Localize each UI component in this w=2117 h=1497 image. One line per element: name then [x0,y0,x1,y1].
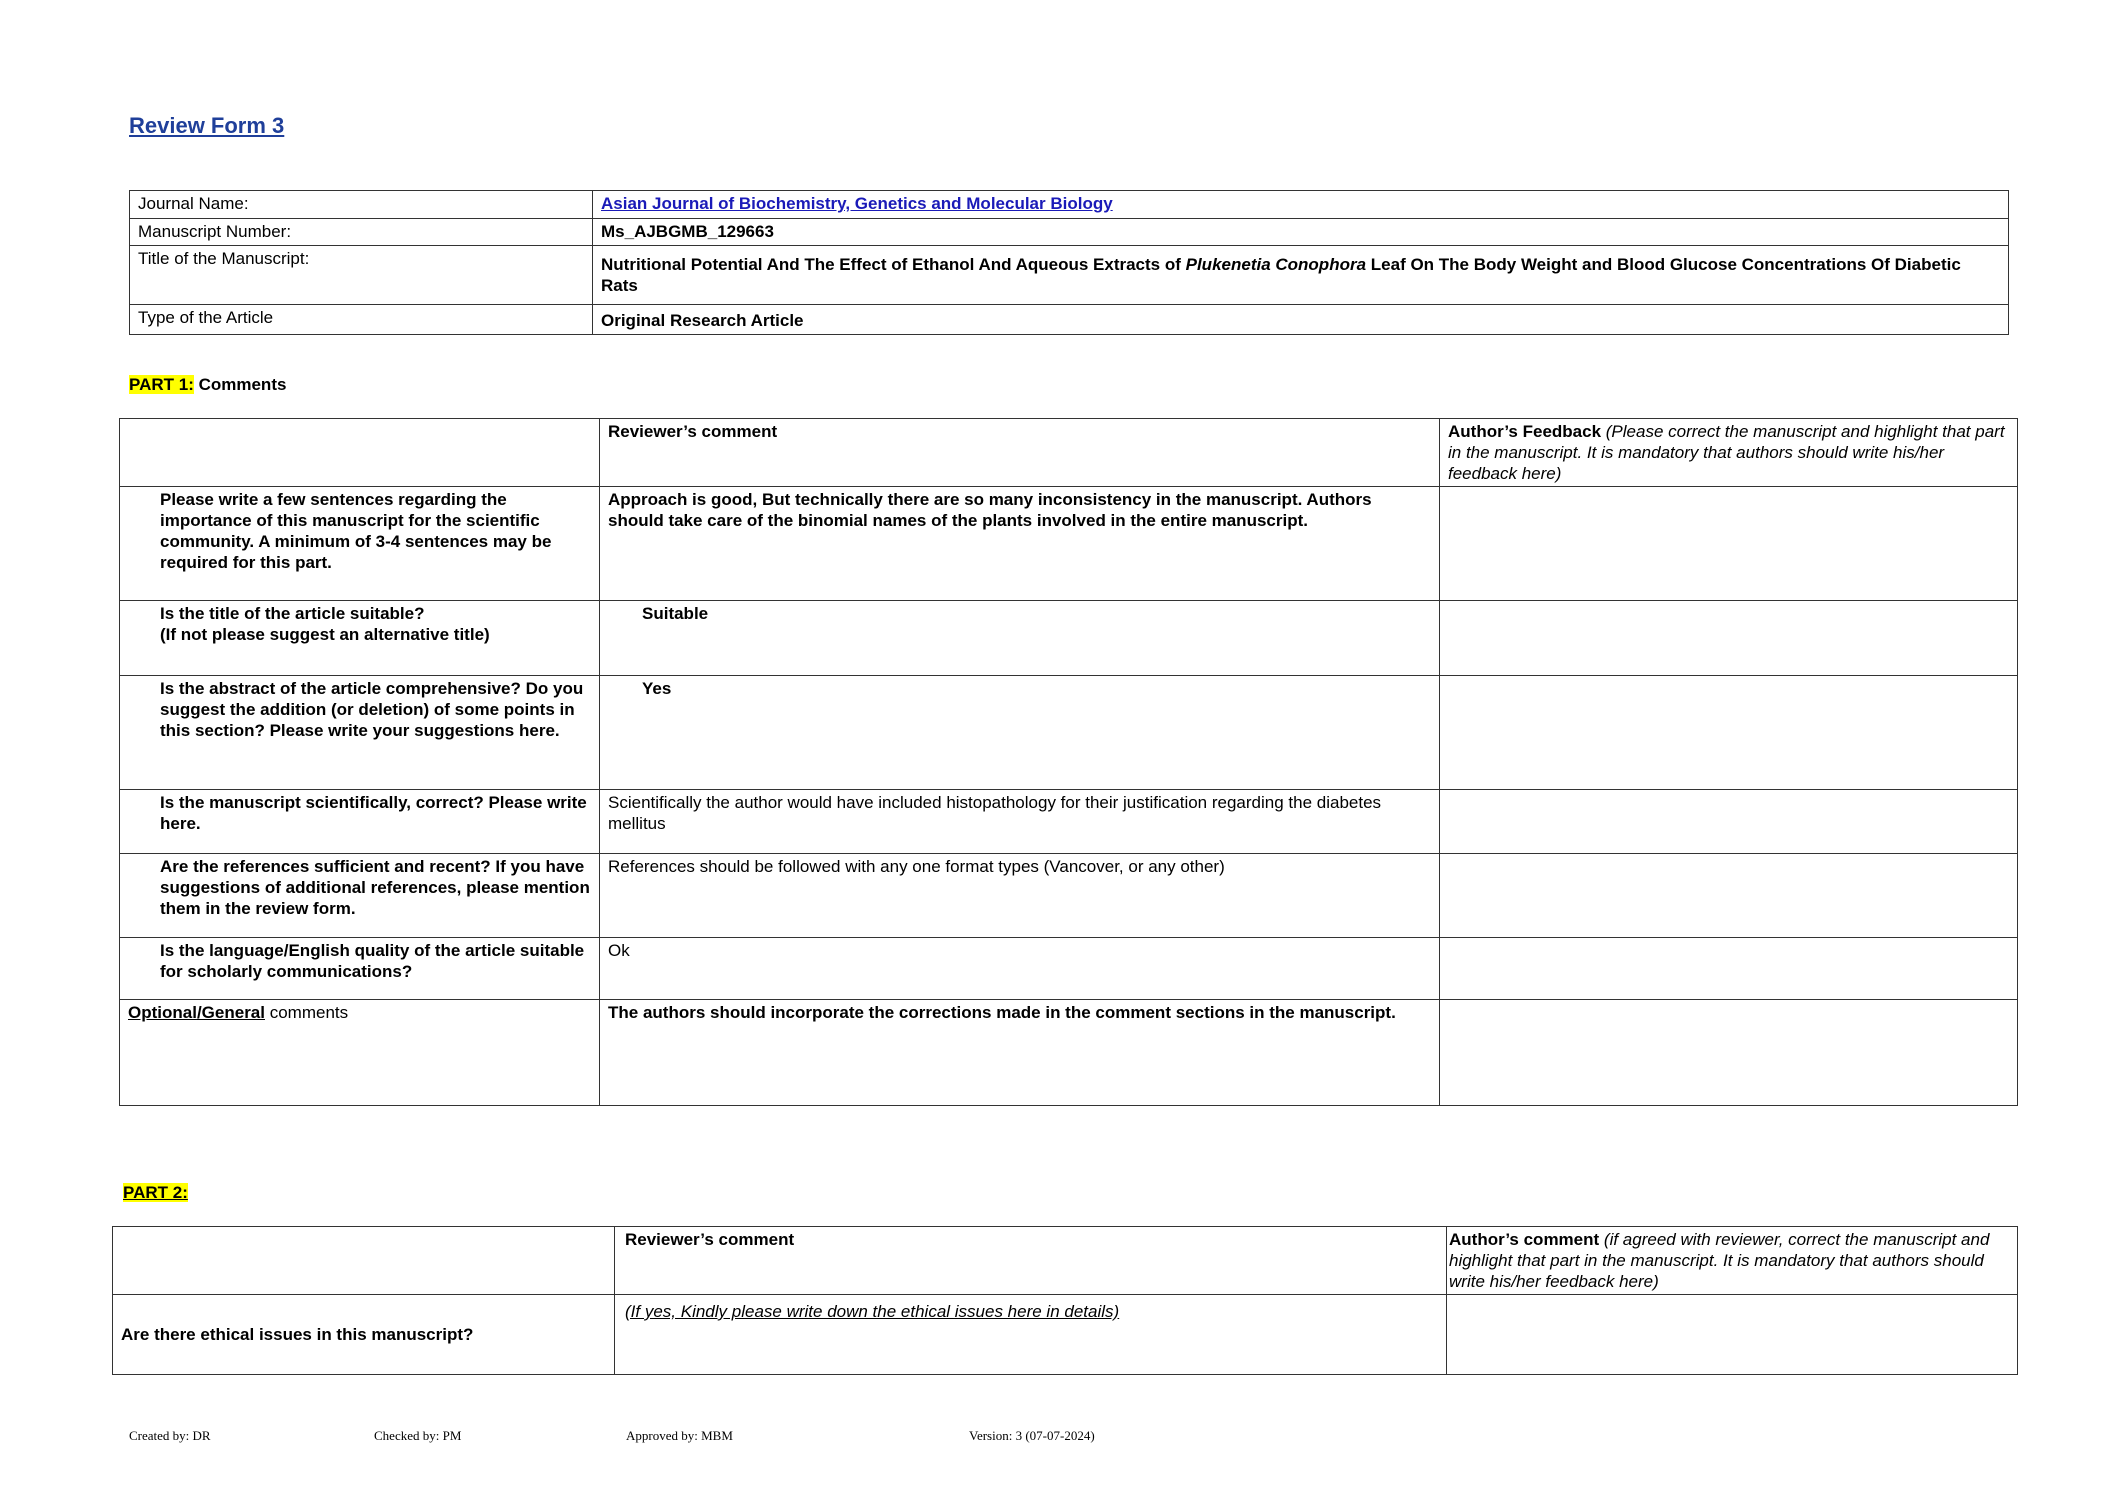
author-feedback-abstract[interactable] [1440,676,2018,790]
manuscript-number-value: Ms_AJBGMB_129663 [593,219,2009,246]
author-feedback-title[interactable] [1440,601,2018,676]
article-type-label: Type of the Article [130,305,593,335]
part2-ethics-table [112,1226,2018,1375]
part1-comments-table [119,418,2018,1106]
part2-header-empty [113,1227,615,1295]
part2-header-reviewer: Reviewer’s comment [615,1227,1447,1295]
title-label: Title of the Manuscript: [130,246,593,305]
part1-heading [129,375,286,395]
journal-value[interactable] [593,191,2009,219]
comment-title: Suitable [600,601,1440,676]
part1-header-author: Author’s Feedback (Please correct the manuscript and highlight that part in the manuscript. It is mandatory that authors should write his/her feedback here) [1440,419,2018,487]
author-feedback-references[interactable] [1440,854,2018,938]
comment-references: References should be followed with any one format types (Vancover, or any other) [600,854,1440,938]
comment-optional: The authors should incorporate the corrections made in the comment sections in the manuscript. [600,1000,1440,1106]
footer-approved: Approved by: MBM [626,1428,733,1443]
manuscript-number-label: Manuscript Number: [130,219,593,246]
optional-general-label: Optional/General comments [120,1000,600,1106]
part1-label: PART 1: [129,375,194,394]
question-references: Are the references sufficient and recent? If you have suggestions of additional references, please mention them in the review form. [120,854,600,938]
question-abstract: Is the abstract of the article comprehensive? Do you suggest the addition (or deletion) of some points in this section? Please write your suggestions here. [120,676,600,790]
author-feedback-optional[interactable] [1440,1000,2018,1106]
question-scientific: Is the manuscript scientifically, correct? Please write here. [120,790,600,854]
question-title: Is the title of the article suitable? (If not please suggest an alternative title) [120,601,600,676]
comment-abstract: Yes [600,676,1440,790]
author-feedback-scientific[interactable] [1440,790,2018,854]
comment-language: Ok [600,938,1440,1000]
question-importance: Please write a few sentences regarding the importance of this manuscript for the scientific community. A minimum of 3-4 sentences may be required for this part. [120,487,600,601]
comment-scientific: Scientifically the author would have included histopathology for their justification regarding the diabetes mellitus [600,790,1440,854]
question-language: Is the language/English quality of the article suitable for scholarly communications? [120,938,600,1000]
article-type-value: Original Research Article [593,305,2009,335]
comment-importance: Approach is good, But technically there are so many inconsistency in the manuscript. Authors should take care of the binomial names of the plants involved in the entire manuscript. [600,487,1440,601]
part1-header-empty [120,419,600,487]
part1-header-reviewer: Reviewer’s comment [600,419,1440,487]
part1-label-suffix: Comments [193,375,287,394]
journal-label: Journal Name: [130,191,593,219]
part2-heading [123,1183,188,1203]
manuscript-info-table [129,190,2009,335]
ethics-author-cell[interactable] [1447,1295,2018,1375]
form-title: Review Form 3 [129,113,285,138]
author-feedback-language[interactable] [1440,938,2018,1000]
manuscript-title: Nutritional Potential And The Effect of Ethanol And Aqueous Extracts of Plukenetia Conophora Leaf On The Body Weight and Blood Glucose Concentrations Of Diabetic Rats [593,246,2009,305]
footer-created: Created by: DR [129,1428,211,1443]
footer-version: Version: 3 (07-07-2024) [969,1428,1095,1443]
part2-label: PART 2: [123,1183,188,1202]
ethics-question: Are there ethical issues in this manuscript? [113,1295,615,1375]
journal-link[interactable]: Asian Journal of Biochemistry, Genetics and Molecular Biology [601,194,1113,213]
manuscript-title-species: Plukenetia Conophora [1185,255,1367,274]
ethics-reviewer-cell[interactable] [615,1295,1447,1375]
author-feedback-importance[interactable] [1440,487,2018,601]
part2-header-author: Author’s comment (if agreed with reviewer, correct the manuscript and highlight that part in the manuscript. It is mandatory that authors should write his/her feedback here) [1447,1227,2018,1295]
ethics-hint: (If yes, Kindly please write down the ethical issues here in details) [625,1302,1120,1321]
footer-checked: Checked by: PM [374,1428,462,1443]
